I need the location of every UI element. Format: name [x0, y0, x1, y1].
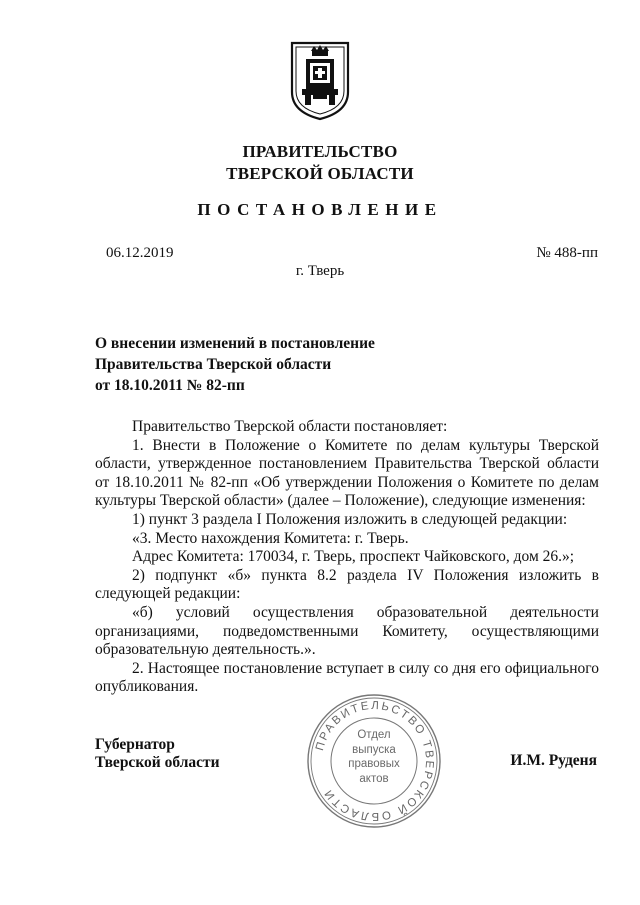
body-item-1-2: 2) подпункт «б» пункта 8.2 раздела IV Положения изложить в следующей редакции: [95, 566, 599, 603]
signer-name: И.М. Руденя [510, 752, 597, 769]
document-number: № 488-пп [536, 245, 598, 261]
quote-word: условий [175, 603, 230, 621]
subject-line: от 18.10.2011 № 82-пп [95, 377, 245, 394]
body-quote-2-rest: организациями, подведомственными Комитету, осуществляющими образовательную деятельность.». [95, 622, 599, 659]
organization-name-line1: ПРАВИТЕЛЬСТВО [242, 142, 398, 161]
signer-title-line: Губернатор [95, 736, 175, 753]
official-stamp [305, 692, 443, 830]
stamp-line: актов [359, 772, 389, 785]
quote-word: образовательной [376, 603, 488, 621]
body-item-1: 1. Внести в Положение о Комитете по делам культуры Тверской области, утвержденное постановлением Правительства Тверской области от 18.10.2011 № 82-пп «Об утверждении Положения о Комитете по делам культуры Тверской области» (далее – Положение), следующие изменения: [95, 436, 599, 510]
body-item-1-1: 1) пункт 3 раздела I Положения изложить в следующей редакции: [132, 510, 568, 528]
body-item-2: 2. Настоящее постановление вступает в силу со дня его официального опубликования. [95, 659, 599, 696]
body-quote-1a: «3. Место нахождения Комитета: г. Тверь. [132, 529, 409, 547]
document-type-title: ПОСТАНОВЛЕНИЕ [197, 200, 443, 219]
signer-title [95, 736, 220, 772]
quote-word: осуществления [252, 603, 354, 621]
signer-title-line: Тверской области [95, 754, 220, 771]
document-subject [95, 333, 375, 396]
quote-word: «б) [132, 603, 153, 621]
body-quote-1b: Адрес Комитета: 170034, г. Тверь, проспект Чайковского, дом 26.»; [132, 548, 575, 566]
subject-line: О внесении изменений в постановление [95, 335, 375, 352]
coat-of-arms-icon [289, 40, 351, 122]
document-date: 06.12.2019 [106, 245, 174, 261]
stamp-line: выпуска [352, 743, 396, 756]
document-city: г. Тверь [295, 263, 345, 279]
stamp-center-text [305, 728, 443, 786]
stamp-ring-text: ПРАВИТЕЛЬСТВО ТВЕРСКОЙ ОБЛАСТИ [314, 699, 436, 823]
body-intro: Правительство Тверской области постановляет: [132, 418, 448, 435]
document-body [95, 418, 599, 697]
body-quote-2-first-line [95, 604, 599, 623]
quote-word: деятельности [510, 603, 599, 621]
organization-name-line2: ТВЕРСКОЙ ОБЛАСТИ [226, 164, 414, 183]
stamp-line: правовых [348, 758, 400, 770]
stamp-line: Отдел [357, 729, 391, 741]
subject-line: Правительства Тверской области [95, 356, 332, 373]
